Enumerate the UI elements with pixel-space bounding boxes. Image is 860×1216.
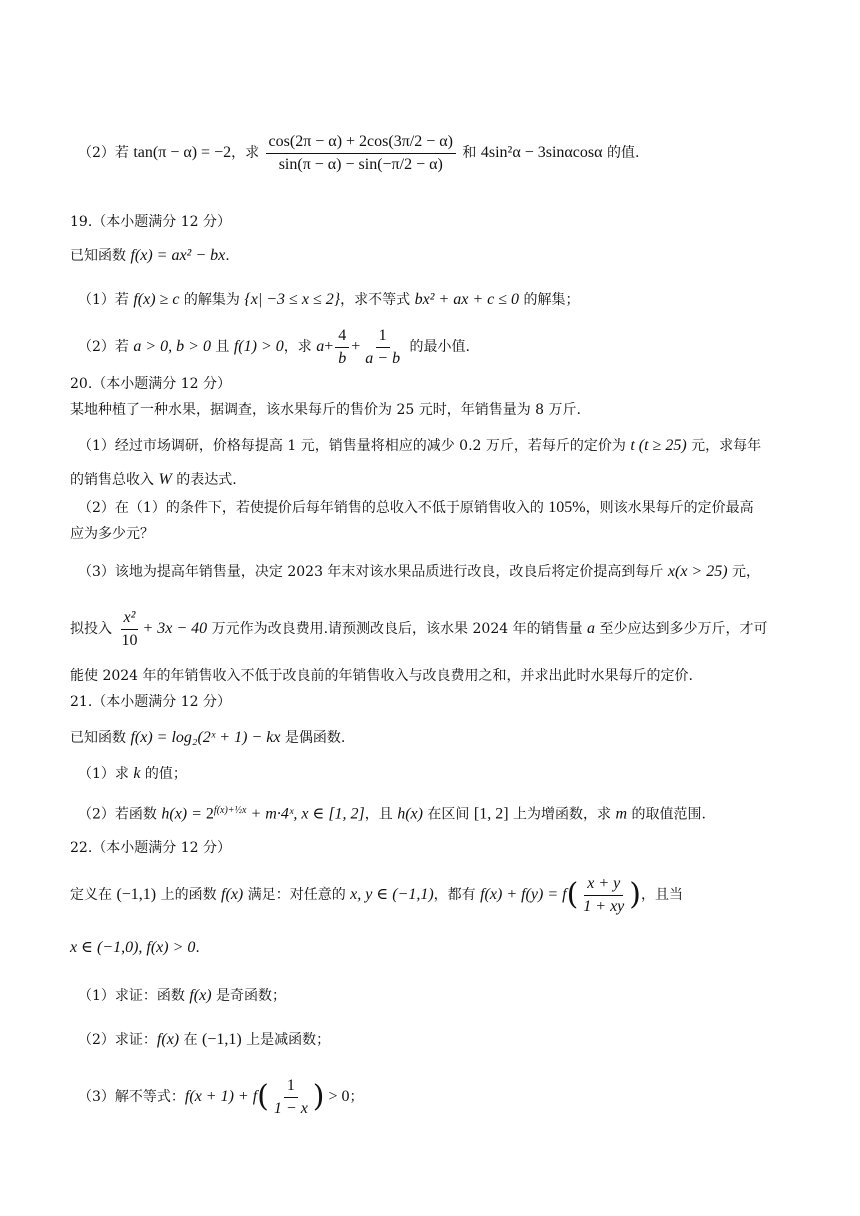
q20-p2-a: （2）在（1）的条件下，若使提价后每年销售的总收入不低于原销售收入的: [78, 500, 549, 516]
q22-s-eq: f(x) + f(y) = f: [480, 886, 567, 903]
q19-header: 19.（本小题满分 12 分）: [70, 214, 231, 230]
q19-p2-a: （2）若: [78, 339, 134, 355]
q18-fraction-numerator: cos(2π − α) + 2cos(3π/2 − α): [266, 133, 456, 154]
q22-s-c: 满足：对任意的: [243, 887, 351, 903]
q19-p2-end: 的最小值.: [405, 339, 470, 355]
q19-frac2: [362, 327, 403, 368]
q19-p1-ineq2: bx² + ax + c ≤ 0: [414, 291, 520, 308]
q22-stem-line2: [70, 938, 200, 958]
q21-header: 21.（本小题满分 12 分）: [70, 694, 231, 710]
q21-part1: [78, 764, 187, 784]
q20-p1-d: 的表达式.: [171, 472, 237, 488]
q21-p2-interval: [1, 2]: [473, 805, 509, 823]
q19-p2-a-var: a: [316, 338, 325, 355]
q22-p2-a: （2）求证：: [78, 1032, 157, 1048]
q21-p2-h: h(x) =: [161, 805, 206, 823]
q19-frac2-num: 1: [376, 327, 390, 348]
q22-part1: [78, 986, 286, 1006]
q18-and: 和: [462, 145, 481, 161]
q22-p3-gt: > 0: [324, 1088, 350, 1105]
q22-part3: （3）解不等式：f(x + 1) + f( $\frac{1}{1 - x}$ ) > 0；: [78, 1076, 364, 1117]
q21-p2-e: 的取值范围.: [627, 806, 706, 823]
q22-p2-domain: (−1,1): [202, 1031, 242, 1048]
q19-frac1-den: b: [338, 349, 347, 367]
q22-p3-frac: [271, 1077, 311, 1118]
q19-p1-c: ，求不等式: [340, 292, 415, 308]
q19-frac1-num: 4: [335, 327, 349, 348]
q19-stem-expr: f(x) = ax² − bx: [130, 247, 226, 264]
q20-p1-b: 元，求每年: [686, 438, 762, 454]
q22-p3-frac-den: 1 − x: [273, 1099, 308, 1117]
q20-header: 20.（本小题满分 12 分）: [70, 376, 231, 392]
q21-p1-a: （1）求: [78, 766, 134, 782]
q19-p2-cond: a > 0, b > 0: [133, 338, 211, 355]
q22-stem-line1: 定义在 (−1,1) 上的函数 f(x) 满足：对任意的 x, y ∈ (−1,1)，都有 f(x) + f(y) = f( $\frac{x + y}{1 + xy}$ )，且当: [70, 874, 683, 915]
q19-p1-ineq: f(x) ≥ c: [133, 291, 180, 308]
q19-stem-end: .: [225, 248, 230, 264]
q20-p2-b: ，则该水果每斤的定价最高: [585, 500, 754, 516]
q21-part2: （2）若函数 $h(x) = 2^{f(x)+\frac{1}{2}x}$ + m·4ˣ, x ∈ [1, 2]，且 h(x) 在区间 [1, 2] 上为增函数，求 m 的取值范围.: [78, 805, 706, 823]
q20-p3-d: 万元作为改良费用.请预测改良后，该水果 2024 年的销售量: [207, 621, 588, 637]
q18-suffix: 的值.: [602, 145, 640, 161]
q20-part3-line3: 能使 2024 年的年销售收入不低于改良前的年销售收入与改良费用之和，并求出此时水果每斤的定价.: [70, 668, 693, 684]
q19-p1-b: 的解集为: [179, 292, 245, 308]
q20-p2-pct: 105%: [548, 499, 586, 516]
q20-part3-line2: [70, 606, 768, 652]
q20-stem: 某地种植了一种水果，据调查，该水果每斤的售价为 25 元时，年销售量为 8 万斤.: [70, 402, 581, 418]
q20-p3-b: 元，: [727, 564, 760, 580]
q20-part1-line1: [78, 436, 761, 456]
q20-p3-e: 至少应达到多少万斤，才可: [595, 621, 768, 637]
q18-comma-ask: ，求: [231, 145, 264, 161]
q22-part2: [78, 1030, 330, 1050]
q21-p2-m: m: [615, 805, 628, 823]
q22-s-b: 上的函数: [156, 887, 222, 903]
q19-frac1: [335, 327, 349, 368]
q18-part2: [78, 108, 639, 198]
q21-p2-a: （2）若函数: [78, 806, 162, 823]
q20-part2-line1: [78, 498, 754, 518]
q19-part1: [78, 290, 580, 310]
q20-frac: [118, 609, 140, 650]
q22-p2-fx: f(x): [156, 1031, 180, 1048]
q19-stem-text: 已知函数: [70, 248, 131, 264]
q21-p2-h2: h(x): [397, 805, 423, 823]
q22-s-a: 定义在: [70, 887, 117, 903]
q19-p1-d: 的解集；: [519, 292, 580, 308]
q20-p1-w: W: [158, 471, 172, 488]
q19-p1-set: {x| −3 ≤ x ≤ 2}: [244, 291, 341, 308]
q22-p1-fx: f(x): [189, 987, 212, 1004]
q20-p1-a: （1）经过市场调研，价格每提高 1 元，销售量将相应的减少 0.2 万斤，若每斤的定价为: [78, 438, 631, 454]
q19-p2-and: 且: [210, 339, 234, 355]
q20-p3-x: x(x > 25): [667, 563, 728, 580]
q19-p2-ask: ，求: [283, 339, 317, 355]
q22-s-xy: x, y ∈ (−1,1): [350, 886, 434, 903]
q18-part2-prefix: （2）若: [78, 145, 134, 161]
q22-p1-b: 是奇函数；: [211, 988, 287, 1004]
q21-p2-c: 在区间: [422, 806, 474, 823]
q18-second-expr: 4sin²α − 3sinαcosα: [480, 144, 603, 161]
q22-header: 22.（本小题满分 12 分）: [70, 840, 231, 856]
q19-stem: [70, 246, 230, 266]
q20-frac-num: x²: [121, 609, 139, 630]
q20-p3-c: 拟投入: [70, 621, 117, 637]
q19-p1-a: （1）若: [78, 292, 134, 308]
q20-part1-line2: [70, 470, 237, 490]
q21-p2-exponent: f(x)+½x: [213, 805, 247, 816]
q22-frac: [580, 875, 627, 916]
q20-p3-a-var: a: [587, 620, 596, 637]
q21-stem-b: 是偶函数.: [280, 730, 346, 746]
q20-p3-expr: + 3x − 40: [142, 620, 208, 637]
q22-frac-num: x + y: [584, 875, 623, 896]
q22-p3-expr: f(x + 1) + f: [184, 1088, 258, 1105]
q19-part2: （2）若 a > 0, b > 0 且 f(1) > 0，求 a+ $\frac{4}{b}$ + $\frac{1}{a - b}$ 的最小值.: [78, 326, 470, 367]
q21-p2-d: 上为增函数，求: [508, 806, 616, 823]
q19-frac2-den: a − b: [365, 349, 401, 367]
q22-p3-end: ；: [349, 1089, 364, 1105]
q22-s-fx: f(x): [221, 886, 244, 903]
q22-s-f: .: [195, 940, 200, 956]
q21-p1-k: k: [133, 765, 141, 782]
q22-s-cond: x ∈ (−1,0), f(x) > 0: [70, 939, 196, 956]
q18-big-fraction: [266, 133, 456, 174]
q20-frac-den: 10: [121, 631, 138, 649]
q22-p1-a: （1）求证：函数: [78, 988, 190, 1004]
q22-p3-frac-num: 1: [284, 1077, 298, 1098]
q22-p2-b: 在: [179, 1032, 203, 1048]
q20-p1-c: 的销售总收入: [70, 472, 159, 488]
q20-p1-t: t (t ≥ 25): [630, 437, 687, 454]
q22-s-domain: (−1,1): [116, 886, 157, 903]
q22-s-e: ，且当: [641, 887, 683, 903]
q19-p2-cond2: f(1) > 0: [233, 338, 284, 355]
q21-stem-a: 已知函数: [70, 730, 131, 746]
q18-tan-expr: tan(π − α) = −2: [133, 144, 232, 161]
q18-fraction-denominator: sin(π − α) − sin(−π/2 − α): [278, 155, 443, 173]
q21-p2-b: ，且: [364, 806, 398, 823]
q21-p2-rest: + m·4ˣ, x ∈ [1, 2]: [246, 805, 365, 823]
q22-frac-den: 1 + xy: [583, 897, 625, 915]
q22-s-d: ，都有: [433, 887, 481, 903]
q20-part3-line1: [78, 562, 760, 582]
q22-p3-a: （3）解不等式：: [78, 1089, 185, 1105]
q20-p3-a: （3）该地为提高年销售量，决定 2023 年末对该水果品质进行改良，改良后将定价提高到每斤: [78, 564, 668, 580]
q20-part2-line2: 应为多少元？: [70, 526, 154, 542]
q21-p1-b: 的值；: [140, 766, 187, 782]
q22-p2-c: 上是减函数；: [241, 1032, 331, 1048]
q21-stem-expr: f(x) = log₂(2ˣ + 1) − kx: [130, 729, 281, 746]
q21-stem: [70, 728, 345, 748]
